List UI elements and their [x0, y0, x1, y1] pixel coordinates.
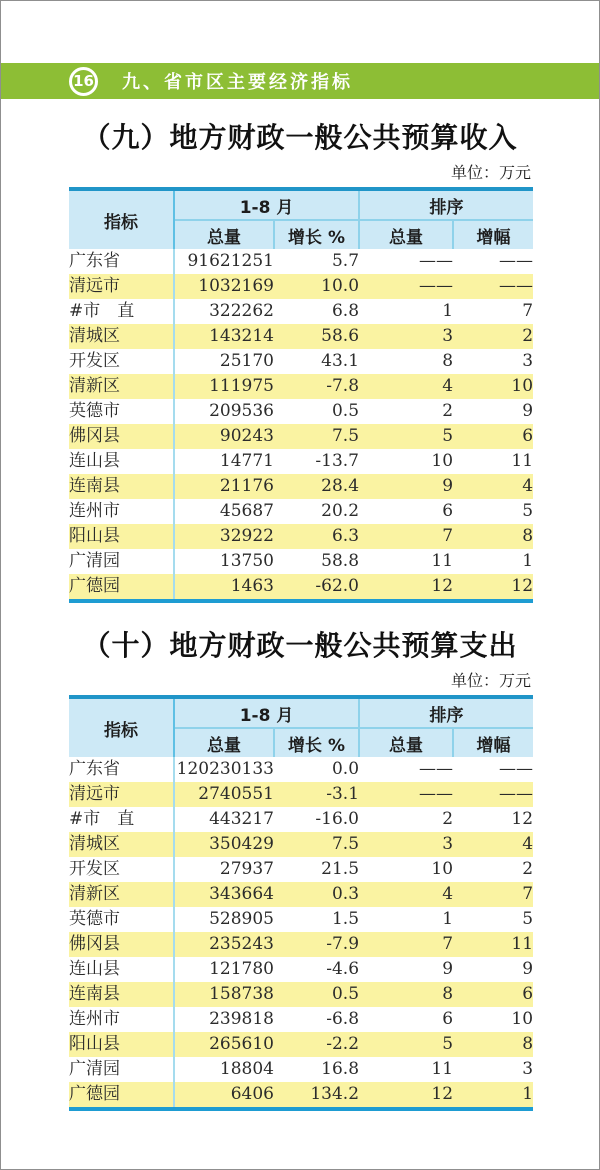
total-cell: 13750: [219, 551, 274, 571]
rank-growth-header: 增幅: [453, 220, 533, 249]
indicator-cell: 连南县: [69, 474, 174, 499]
indicator-cell: 广东省: [69, 757, 174, 782]
indicator-cell: 清远市: [69, 274, 174, 299]
section-title-expenditure: （十）地方财政一般公共预算支出: [82, 629, 518, 662]
table-row: [69, 574, 533, 601]
table-row: [69, 1082, 533, 1109]
total-cell: 91621251: [187, 251, 274, 271]
growth-cell: 7.5: [331, 834, 360, 854]
indicator-cell: 清新区: [69, 882, 174, 907]
table-row: [69, 449, 533, 474]
rank-total-cell: 1: [442, 909, 454, 929]
growth-cell: -13.7: [315, 451, 360, 471]
rank-total-cell: 3: [442, 834, 454, 854]
table-row: [69, 249, 533, 274]
rank-total-cell: 9: [442, 959, 454, 979]
growth-cell: -7.8: [326, 376, 360, 396]
growth-cell: -16.0: [315, 809, 360, 829]
rank-growth-cell: 4: [522, 476, 534, 496]
total-header: 总量: [174, 220, 274, 249]
indicator-header: 指标: [69, 189, 174, 249]
growth-cell: 0.5: [331, 984, 360, 1004]
indicator-cell: 清城区: [69, 832, 174, 857]
rank-growth-cell: 6: [522, 426, 534, 446]
period-group-header: 1-8 月: [174, 189, 359, 220]
table-row: [69, 1057, 533, 1082]
growth-cell: 20.2: [321, 501, 360, 521]
table-row: [69, 832, 533, 857]
indicator-header: 指标: [69, 697, 174, 757]
indicator-cell: 连山县: [69, 449, 174, 474]
indicator-cell: 广德园: [69, 574, 174, 601]
rank-growth-cell: ——: [499, 784, 534, 804]
total-cell: 443217: [209, 809, 274, 829]
table-row: [69, 299, 533, 324]
table-row: [69, 474, 533, 499]
total-cell: 239818: [209, 1009, 274, 1029]
rank-growth-cell: 9: [522, 959, 534, 979]
growth-cell: -62.0: [315, 576, 360, 596]
total-cell: 350429: [209, 834, 274, 854]
rank-total-cell: 7: [442, 526, 454, 546]
indicator-cell: 开发区: [69, 857, 174, 882]
indicator-cell: 阳山县: [69, 1032, 174, 1057]
revenue-table: [69, 187, 533, 603]
table-row: [69, 1032, 533, 1057]
rank-growth-cell: 12: [511, 576, 534, 596]
total-cell: 120230133: [176, 759, 274, 779]
total-cell: 265610: [209, 1034, 274, 1054]
growth-cell: 7.5: [331, 426, 360, 446]
expenditure-table: [69, 695, 533, 1111]
table-header: [69, 189, 533, 249]
table-row: [69, 549, 533, 574]
total-cell: 27937: [219, 859, 274, 879]
chapter-header-bar: [1, 63, 599, 99]
indicator-cell: 广清园: [69, 1057, 174, 1082]
rank-total-header: 总量: [359, 220, 453, 249]
rank-total-cell: 8: [442, 984, 454, 1004]
growth-cell: 43.1: [321, 351, 360, 371]
total-cell: 21176: [219, 476, 274, 496]
total-cell: 32922: [219, 526, 274, 546]
rank-total-header: 总量: [359, 728, 453, 757]
growth-cell: 0.3: [331, 884, 360, 904]
indicator-cell: 英德市: [69, 399, 174, 424]
total-cell: 528905: [209, 909, 274, 929]
total-cell: 111975: [209, 376, 274, 396]
rank-growth-cell: ——: [499, 276, 534, 296]
growth-cell: -2.2: [326, 1034, 360, 1054]
unit-label: 单位：万元: [450, 671, 531, 690]
table-row: [69, 1007, 533, 1032]
total-cell: 14771: [219, 451, 274, 471]
table-row: [69, 807, 533, 832]
table-row: [69, 782, 533, 807]
total-cell: 121780: [209, 959, 274, 979]
rank-total-cell: 4: [442, 884, 454, 904]
table-body: [69, 249, 533, 601]
page-number-badge: 16: [69, 67, 98, 96]
total-cell: 18804: [219, 1059, 274, 1079]
growth-cell: 6.3: [331, 526, 360, 546]
table-row: [69, 399, 533, 424]
rank-growth-cell: 12: [511, 809, 534, 829]
growth-cell: -4.6: [326, 959, 360, 979]
total-cell: 90243: [219, 426, 274, 446]
indicator-cell: 清城区: [69, 324, 174, 349]
rank-growth-cell: 2: [522, 326, 534, 346]
rank-growth-cell: 4: [522, 834, 534, 854]
growth-cell: -6.8: [326, 1009, 360, 1029]
table-row: [69, 932, 533, 957]
growth-cell: 0.5: [331, 401, 360, 421]
total-cell: 158738: [209, 984, 274, 1004]
rank-growth-cell: 10: [511, 1009, 534, 1029]
total-cell: 2740551: [198, 784, 274, 804]
rank-total-cell: 4: [442, 376, 454, 396]
indicator-cell: 连山县: [69, 957, 174, 982]
rank-growth-cell: ——: [499, 759, 534, 779]
growth-cell: 5.7: [331, 251, 360, 271]
rank-growth-cell: 1: [522, 1084, 534, 1104]
rank-total-cell: 2: [442, 401, 454, 421]
total-cell: 343664: [209, 884, 274, 904]
rank-growth-cell: 3: [522, 351, 534, 371]
indicator-cell: 佛冈县: [69, 424, 174, 449]
growth-header: 增长 %: [274, 220, 359, 249]
rank-total-cell: 1: [442, 301, 454, 321]
rank-growth-cell: 5: [522, 909, 534, 929]
table-row: [69, 424, 533, 449]
indicator-cell: 广清园: [69, 549, 174, 574]
rank-growth-cell: 7: [522, 301, 534, 321]
rank-growth-cell: 7: [522, 884, 534, 904]
total-cell: 6406: [230, 1084, 274, 1104]
rank-growth-cell: 11: [511, 451, 534, 471]
indicator-cell: 广东省: [69, 249, 174, 274]
indicator-cell: #市 直: [69, 299, 174, 324]
table-body: [69, 757, 533, 1109]
total-cell: 143214: [209, 326, 274, 346]
rank-growth-header: 增幅: [453, 728, 533, 757]
rank-total-cell: ——: [419, 759, 454, 779]
table-row: [69, 349, 533, 374]
indicator-cell: 英德市: [69, 907, 174, 932]
indicator-cell: 清新区: [69, 374, 174, 399]
unit-label: 单位：万元: [450, 163, 531, 182]
rank-growth-cell: ——: [499, 251, 534, 271]
growth-cell: 10.0: [321, 276, 360, 296]
table-header: [69, 697, 533, 757]
rank-total-cell: 10: [431, 451, 454, 471]
total-cell: 322262: [209, 301, 274, 321]
rank-growth-cell: 11: [511, 934, 534, 954]
rank-total-cell: 6: [442, 501, 454, 521]
table-row: [69, 957, 533, 982]
rank-growth-cell: 8: [522, 526, 534, 546]
indicator-cell: 广德园: [69, 1082, 174, 1109]
total-cell: 1032169: [198, 276, 274, 296]
growth-cell: 0.0: [331, 759, 360, 779]
table-row: [69, 757, 533, 782]
rank-total-cell: 12: [431, 1084, 454, 1104]
growth-cell: 16.8: [321, 1059, 360, 1079]
rank-group-header: 排序: [359, 189, 533, 220]
indicator-cell: 阳山县: [69, 524, 174, 549]
rank-total-cell: ——: [419, 251, 454, 271]
total-cell: 25170: [219, 351, 274, 371]
rank-total-cell: 5: [442, 426, 454, 446]
table-row: [69, 499, 533, 524]
growth-cell: 6.8: [331, 301, 360, 321]
rank-total-cell: 7: [442, 934, 454, 954]
rank-total-cell: ——: [419, 784, 454, 804]
table-row: [69, 907, 533, 932]
total-cell: 1463: [230, 576, 274, 596]
rank-total-cell: 11: [431, 551, 454, 571]
table-row: [69, 882, 533, 907]
rank-total-cell: ——: [419, 276, 454, 296]
rank-total-cell: 11: [431, 1059, 454, 1079]
total-cell: 45687: [219, 501, 274, 521]
growth-cell: 134.2: [310, 1084, 360, 1104]
rank-group-header: 排序: [359, 697, 533, 728]
rank-growth-cell: 1: [522, 551, 534, 571]
rank-growth-cell: 3: [522, 1059, 534, 1079]
rank-total-cell: 6: [442, 1009, 454, 1029]
growth-cell: 28.4: [321, 476, 360, 496]
indicator-cell: 清远市: [69, 782, 174, 807]
rank-total-cell: 8: [442, 351, 454, 371]
rank-total-cell: 3: [442, 326, 454, 346]
total-cell: 209536: [209, 401, 274, 421]
table-row: [69, 324, 533, 349]
rank-growth-cell: 9: [522, 401, 534, 421]
growth-cell: 21.5: [321, 859, 360, 879]
rank-growth-cell: 2: [522, 859, 534, 879]
rank-total-cell: 12: [431, 576, 454, 596]
growth-cell: 58.6: [321, 326, 360, 346]
growth-cell: 1.5: [331, 909, 360, 929]
period-group-header: 1-8 月: [174, 697, 359, 728]
indicator-cell: 开发区: [69, 349, 174, 374]
indicator-cell: 连州市: [69, 1007, 174, 1032]
growth-header: 增长 %: [274, 728, 359, 757]
table-row: [69, 274, 533, 299]
rank-growth-cell: 8: [522, 1034, 534, 1054]
page-content: [1, 99, 599, 1111]
rank-growth-cell: 5: [522, 501, 534, 521]
table-row: [69, 982, 533, 1007]
indicator-cell: 连州市: [69, 499, 174, 524]
indicator-cell: 佛冈县: [69, 932, 174, 957]
rank-growth-cell: 6: [522, 984, 534, 1004]
table-row: [69, 857, 533, 882]
rank-growth-cell: 10: [511, 376, 534, 396]
growth-cell: 58.8: [321, 551, 360, 571]
rank-total-cell: 5: [442, 1034, 454, 1054]
rank-total-cell: 9: [442, 476, 454, 496]
growth-cell: -7.9: [326, 934, 360, 954]
total-header: 总量: [174, 728, 274, 757]
indicator-cell: #市 直: [69, 807, 174, 832]
growth-cell: -3.1: [326, 784, 360, 804]
table-row: [69, 374, 533, 399]
rank-total-cell: 2: [442, 809, 454, 829]
rank-total-cell: 10: [431, 859, 454, 879]
chapter-title: 九、省市区主要经济指标: [122, 72, 353, 93]
table-row: [69, 524, 533, 549]
section-title-revenue: （九）地方财政一般公共预算收入: [82, 121, 518, 154]
indicator-cell: 连南县: [69, 982, 174, 1007]
total-cell: 235243: [209, 934, 274, 954]
